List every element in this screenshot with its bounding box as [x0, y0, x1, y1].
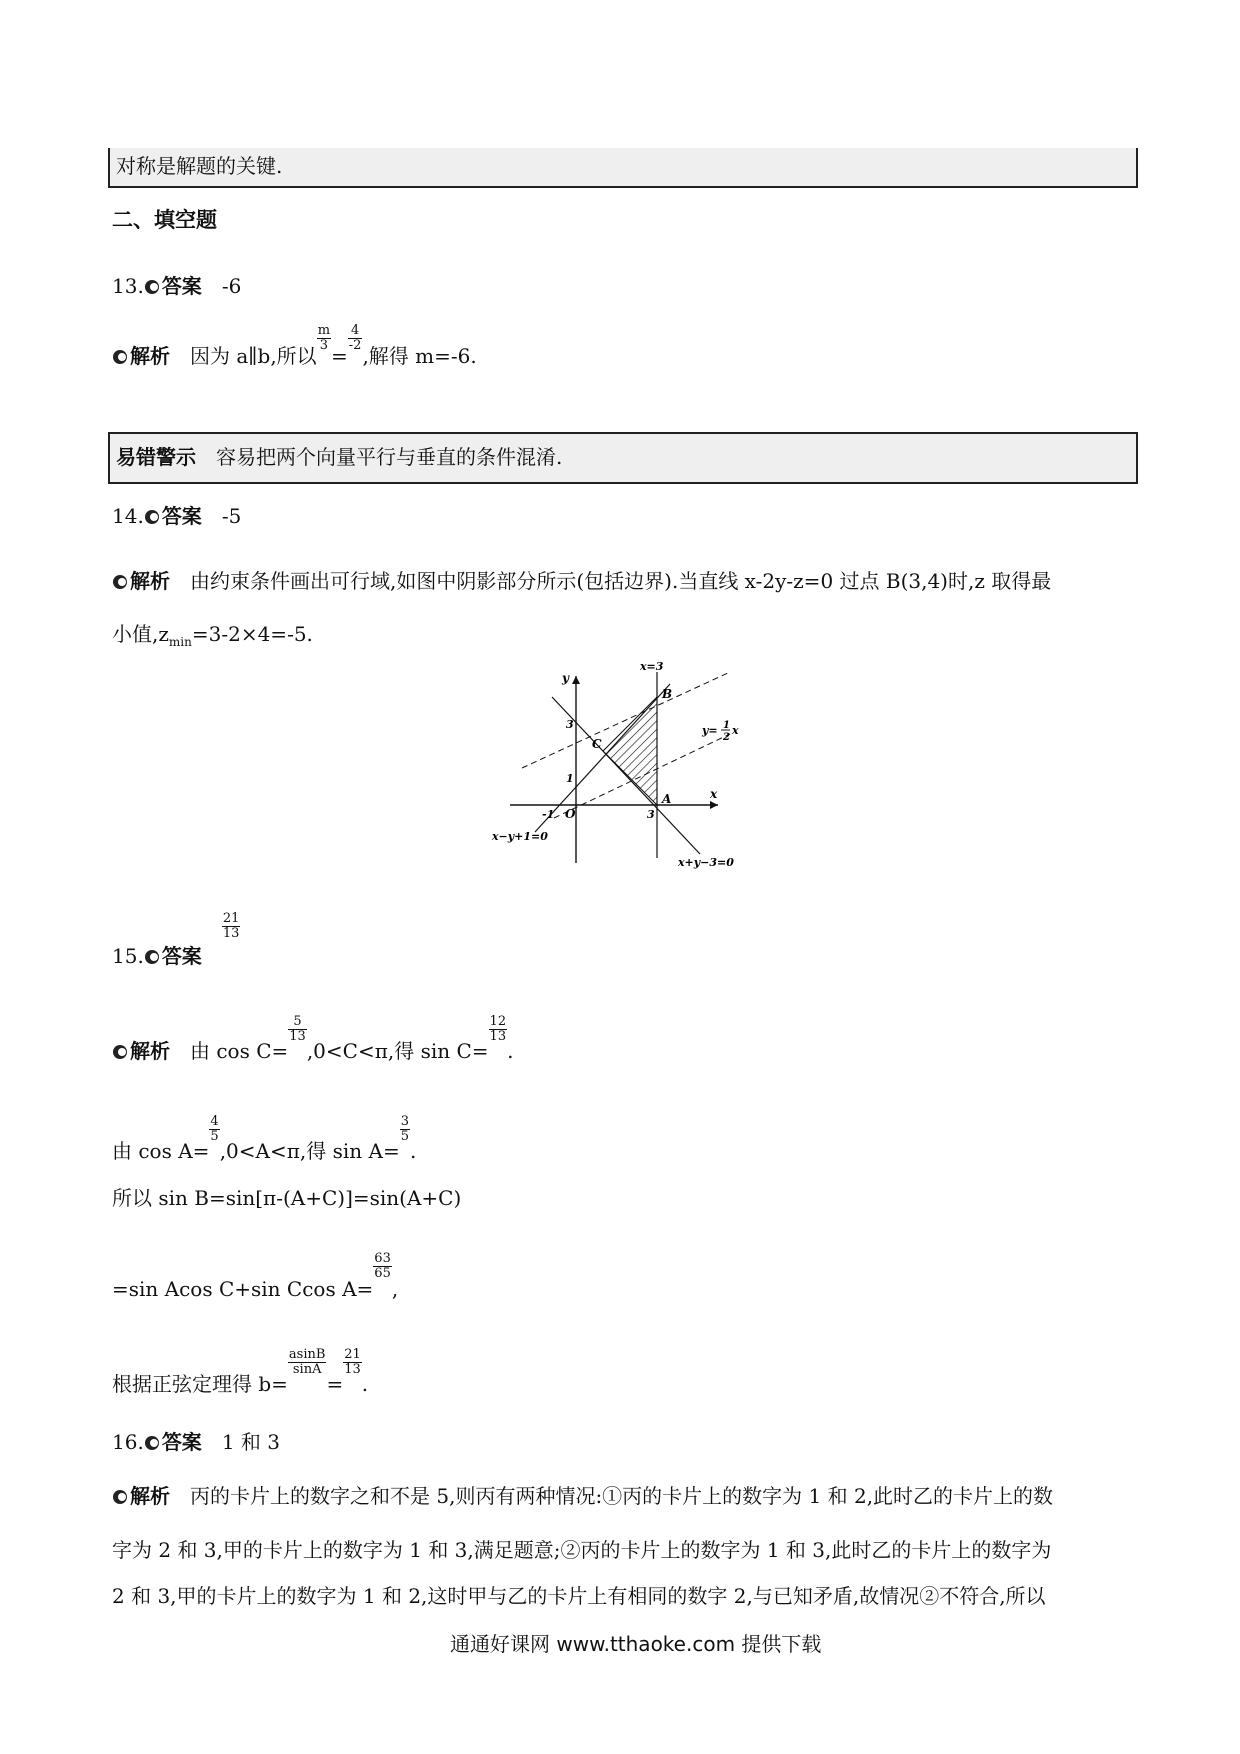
q15-analysis-label: 解析 — [130, 1039, 170, 1063]
label-marker-icon — [113, 350, 127, 364]
q14-analysis-label: 解析 — [130, 569, 170, 593]
q15-answer-label: 答案 — [161, 944, 202, 968]
q15-analysis-line1 — [112, 1014, 514, 1064]
label-origin: O — [565, 807, 576, 821]
label-x-equals-3: x=3 — [640, 660, 664, 673]
q14-feasible-region-graph — [490, 658, 770, 870]
label-y-axis: y — [562, 671, 569, 685]
q16-answer-value: 1 和 3 — [221, 1430, 280, 1454]
label-point-C: C — [592, 737, 602, 751]
q13-eq: = — [331, 344, 348, 368]
q14-analysis-line1 — [112, 565, 1051, 594]
frac-denominator: 5 — [400, 1129, 409, 1144]
q15-line1-pre: 由 cos C= — [190, 1039, 289, 1063]
q15-analysis-line2 — [112, 1114, 417, 1164]
page-footer: 通通好课网 www.tthaoke.com 提供下载 — [450, 1632, 822, 1656]
q14-number: 14. — [112, 504, 144, 528]
q15-line4-pre: =sin Acos C+sin Ccos A= — [112, 1277, 374, 1301]
q14-analysis-line2 — [112, 618, 313, 649]
frac-denominator: 65 — [374, 1266, 391, 1281]
q14-answer-value: -5 — [221, 504, 242, 528]
q15-number: 15. — [112, 944, 144, 968]
q15-line4-post: , — [391, 1277, 399, 1301]
frac-denominator: sinA — [292, 1362, 322, 1377]
section-title: 二、填空题 — [112, 208, 217, 232]
q14-analysis-text1: 由约束条件画出可行域,如图中阴影部分所示(包括边界).当直线 x-2y-z=0 过点 B(3,4)时,z 取得最 — [190, 569, 1052, 593]
label-y-half-x-pre: y= — [702, 724, 718, 737]
frac-denominator: -2 — [348, 338, 362, 353]
q15-analysis-line4 — [112, 1251, 399, 1301]
q16-analysis-text1: 丙的卡片上的数字之和不是 5,则丙有两种情况:①丙的卡片上的数字为 1 和 2,此时乙的卡片上的数 — [190, 1484, 1054, 1508]
q14-analysis-sub: min — [168, 635, 192, 649]
label-line-x-plus-y-minus-3: x+y−3=0 — [678, 856, 734, 869]
frac-numerator: 3 — [400, 1114, 409, 1129]
label-marker-icon — [145, 1436, 159, 1450]
q14-answer-row — [112, 500, 241, 529]
q15-line5-pre: 根据正弦定理得 b= — [112, 1372, 288, 1396]
q14-analysis-text2-post: =3-2×4=-5. — [191, 622, 313, 646]
frac-numerator: m — [317, 323, 331, 338]
q15-analysis-line5 — [112, 1347, 369, 1397]
q15-frac-63-65 — [373, 1252, 392, 1281]
frac-denominator: 13 — [289, 1029, 306, 1044]
q15-line5-post: . — [361, 1372, 369, 1396]
q13-answer-value: -6 — [221, 274, 242, 298]
label-y-half-x-num: 1 — [723, 720, 730, 731]
frac-denominator: 3 — [319, 338, 328, 353]
label-marker-icon — [113, 1490, 127, 1504]
q15-line2-mid: ,0<A<π,得 sin A= — [219, 1139, 400, 1163]
frac-numerator: 4 — [210, 1114, 219, 1129]
q16-answer-row — [112, 1426, 280, 1455]
label-y-half-x-post: x — [732, 724, 739, 737]
q14-answer-label: 答案 — [161, 504, 202, 528]
q15-frac-4-5 — [209, 1115, 219, 1144]
q13-analysis-label: 解析 — [130, 344, 170, 368]
label-marker-icon — [113, 1045, 127, 1059]
label-marker-icon — [145, 510, 159, 524]
frac-denominator: 13 — [489, 1029, 507, 1044]
q13-frac-4-2 — [348, 324, 363, 353]
shaded-feasible-region — [603, 697, 657, 805]
q16-answer-label: 答案 — [161, 1430, 202, 1454]
q15-frac-21-13 — [343, 1348, 362, 1377]
top-note-box — [108, 148, 1138, 188]
q15-frac-asinB-sinA — [288, 1348, 327, 1377]
q16-analysis-label: 解析 — [130, 1484, 170, 1508]
frac-numerator: asinB — [288, 1347, 326, 1362]
frac-numerator: 21 — [222, 911, 240, 926]
label-x-tick-3: 3 — [647, 808, 655, 821]
label-marker-icon — [145, 950, 159, 964]
frac-numerator: 4 — [348, 324, 363, 339]
q15-line2-post: . — [409, 1139, 417, 1163]
label-x-tick-neg1: -1 — [542, 808, 555, 821]
q15-frac-3-5 — [400, 1115, 410, 1144]
label-x-axis: x — [710, 787, 718, 801]
x-axis-arrow-icon — [710, 801, 718, 809]
frac-denominator: 13 — [344, 1362, 361, 1377]
q15-analysis-line3: 所以 sin B=sin[π-(A+C)]=sin(A+C) — [112, 1186, 462, 1210]
q15-answer-row — [112, 911, 240, 969]
q15-line1-post: . — [507, 1039, 514, 1063]
label-point-B: B — [662, 687, 673, 701]
label-marker-icon — [145, 280, 159, 294]
q13-warning-box — [108, 432, 1138, 484]
q13-frac-m3 — [317, 324, 331, 353]
label-y-tick-1: 1 — [566, 772, 574, 785]
q13-answer-label: 答案 — [161, 274, 202, 298]
label-y-tick-3: 3 — [566, 718, 574, 731]
q14-analysis-text2-pre: 小值,z — [112, 622, 169, 646]
q13-analysis-post: ,解得 m=-6. — [362, 344, 477, 368]
q15-line1-mid: ,0<C<π,得 sin C= — [306, 1039, 489, 1063]
q15-frac-5-13 — [288, 1015, 307, 1044]
q15-line2-pre: 由 cos A= — [112, 1139, 210, 1163]
q15-answer-frac — [222, 912, 241, 941]
label-y-half-x-den: 2 — [723, 732, 730, 743]
frac-numerator: 12 — [489, 1014, 507, 1029]
q16-analysis-line1 — [112, 1480, 1053, 1509]
frac-denominator: 5 — [210, 1129, 219, 1144]
q16-analysis-line3: 2 和 3,甲的卡片上的数字为 1 和 2,这时甲与乙的卡片上有相同的数字 2,与已知矛盾,故情况②不符合,所以 — [112, 1584, 1046, 1608]
label-marker-icon — [113, 575, 127, 589]
frac-numerator: 21 — [344, 1347, 361, 1362]
q15-frac-12-13 — [489, 1015, 508, 1044]
q13-warning-label: 易错警示 — [116, 445, 196, 469]
y-axis-arrow-icon — [572, 676, 580, 684]
q13-analysis-row — [112, 323, 477, 369]
q13-warning-text: 容易把两个向量平行与垂直的条件混淆. — [216, 445, 563, 469]
q16-number: 16. — [112, 1430, 144, 1454]
frac-numerator: 63 — [374, 1251, 391, 1266]
label-line-x-minus-y-plus-1: x−y+1=0 — [492, 830, 548, 843]
q15-line5-eq: = — [326, 1372, 344, 1396]
frac-numerator: 5 — [288, 1015, 307, 1030]
top-note-text: 对称是解题的关键. — [116, 154, 283, 178]
q13-analysis-pre: 因为 a∥b,所以 — [190, 344, 317, 368]
q13-number: 13. — [112, 274, 144, 298]
q13-answer-row — [112, 270, 241, 299]
frac-denominator: 13 — [222, 926, 240, 941]
label-point-A: A — [662, 792, 672, 806]
q16-analysis-line2: 字为 2 和 3,甲的卡片上的数字为 1 和 3,满足题意;②丙的卡片上的数字为 1 和 3,此时乙的卡片上的数字为 — [112, 1538, 1052, 1562]
